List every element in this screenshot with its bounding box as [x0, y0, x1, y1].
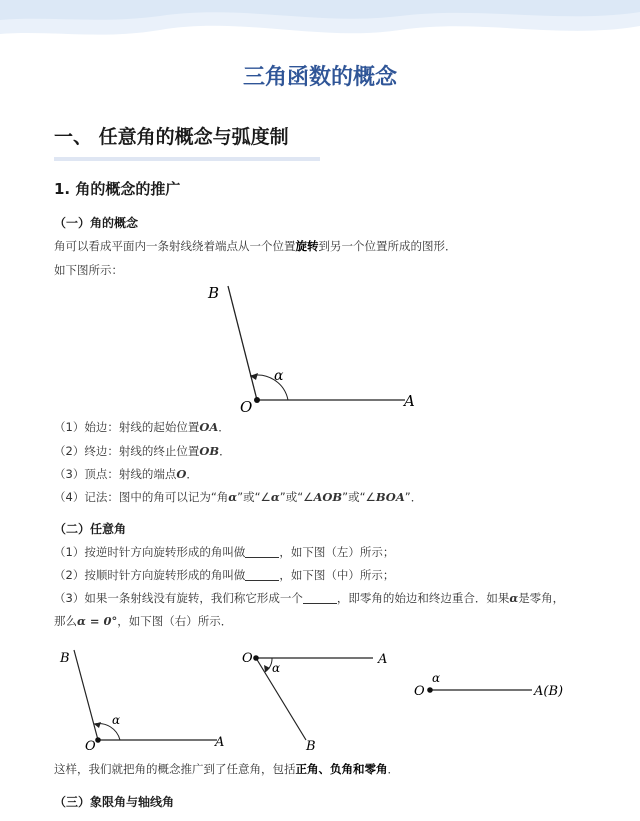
- part2-heading: （二）任意角: [54, 522, 127, 536]
- negative-angle-line: （2）按顺时针方向旋转形成的角叫做 ，如下图（中）所示；: [54, 568, 395, 582]
- section-underline: [54, 157, 320, 161]
- svg-text:α: α: [272, 661, 281, 675]
- positive-angle-line: （1）按逆时针方向旋转形成的角叫做 ，如下图（左）所示；: [54, 545, 395, 559]
- svg-text:B: B: [306, 739, 316, 754]
- label-B: B: [208, 284, 220, 302]
- svg-text:α: α: [112, 713, 121, 727]
- svg-text:O: O: [85, 739, 96, 754]
- section-heading: 一、 任意角的概念与弧度制: [54, 126, 289, 148]
- zero-angle-value-line: 那么α = 0°，如下图（右）所示．: [54, 614, 233, 628]
- svg-text:A: A: [378, 652, 388, 667]
- svg-text:A: A: [215, 735, 225, 750]
- label-A: A: [404, 392, 415, 410]
- header-wave-decoration: [0, 0, 640, 50]
- item-initial-side: （1）始边：射线的起始位置OA．: [54, 420, 230, 434]
- svg-text:O: O: [242, 651, 253, 666]
- zero-angle-figure: [408, 666, 583, 706]
- angle-definition: 角可以看成平面内一条射线绕着端点从一个位置旋转到另一个位置所成的图形．: [54, 239, 457, 253]
- label-O: O: [240, 398, 253, 416]
- summary-text: 这样，我们就把角的概念推广到了任意角，包括正角、负角和零角．: [54, 762, 399, 776]
- negative-angle-figure: [238, 642, 398, 757]
- svg-text:α: α: [432, 671, 441, 685]
- angle-figure: [200, 278, 430, 418]
- part1-heading: （一）角的概念: [54, 216, 139, 230]
- item-vertex: （3）顶点：射线的端点O．: [54, 467, 198, 481]
- positive-angle-figure: [52, 640, 232, 755]
- document-title: 三角函数的概念: [242, 65, 397, 90]
- subsection-heading: 1. 角的概念的推广: [54, 180, 181, 198]
- label-alpha: α: [274, 368, 284, 384]
- svg-text:O: O: [414, 684, 425, 699]
- svg-text:B: B: [60, 651, 70, 666]
- zero-angle-line: （3）如果一条射线没有旋转，我们称它形成一个 ，即零角的始边和终边重合．如果α是零角，: [54, 591, 565, 605]
- item-notation: （4）记法：图中的角可以记为“角α”或“∠α”或“∠AOB”或“∠BOA”．: [54, 490, 423, 504]
- as-shown-text: 如下图所示：: [54, 263, 123, 277]
- item-terminal-side: （2）终边：射线的终止位置OB．: [54, 444, 231, 458]
- svg-text:A(B): A(B): [534, 684, 564, 699]
- part3-heading: （三）象限角与轴线角: [54, 795, 175, 809]
